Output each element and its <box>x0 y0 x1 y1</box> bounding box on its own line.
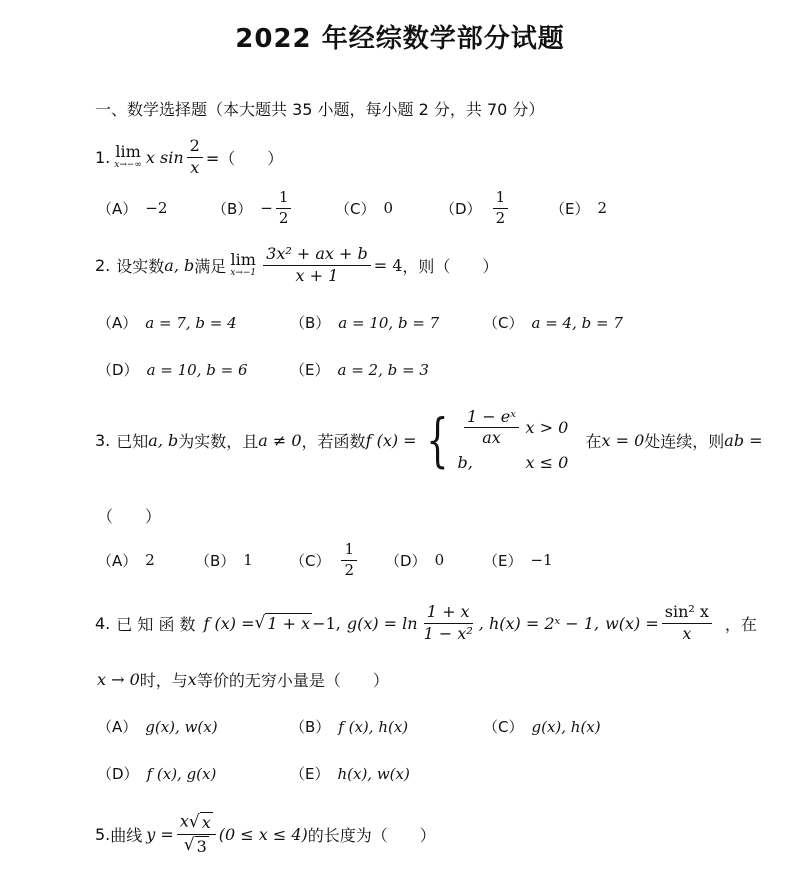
question-number: 4. <box>95 613 111 633</box>
question-number: 3. <box>95 430 111 450</box>
question-number: 5. <box>95 824 111 844</box>
fraction: $\frac{\text{3x² + ax + b}}{x + 1}$ <box>263 245 371 285</box>
section-heading: 一、数学选择题（本大题共 35 小题，每小题 2 分，共 70 分） <box>95 100 545 119</box>
option-e: （E） −1 <box>483 551 553 570</box>
option-d: （D） a = 10, b = 6 <box>97 360 248 379</box>
option-b: （B） a = 10, b = 7 <box>290 313 440 332</box>
fraction: $\frac{1 + x}{\text{1 − x²}}$ <box>423 602 473 643</box>
fraction: x √ x √ 3 <box>177 812 216 855</box>
option-a: （A） −2 <box>97 199 168 218</box>
option-c: （C） 0 <box>335 199 394 218</box>
option-c: （C） $\frac{1}{2}$ <box>290 538 360 582</box>
option-e: （E） h(x), w(x) <box>290 764 410 783</box>
option-b: （B） f (x), h(x) <box>290 717 409 736</box>
option-d: （D） f (x), g(x) <box>97 764 217 783</box>
option-e: （E） a = 2, b = 3 <box>290 360 429 379</box>
option-c: （C） a = 4, b = 7 <box>483 313 623 332</box>
question-number: 1. <box>95 147 111 167</box>
answer-blank: ，则（ ） <box>402 256 499 276</box>
square-root: √ 1 + x <box>254 613 311 634</box>
question-4: 4. 已 知 函 数 f (x) = √ 1 + x −1, g(x) = ln $\frac{1 + x}{\text{1 − x²}}$ , h(x) = 2ˣ − 1, w(x) = $\frac{\text{sin² x}}{x}$ ，在 <box>95 602 757 643</box>
option-b: （B） − $\frac{1}{2}$ <box>212 186 294 230</box>
fraction: $\frac{2}{x}$ <box>187 137 203 177</box>
option-d: （D） 0 <box>385 551 445 570</box>
page-title: 2022 年经综数学部分试题 <box>235 24 565 54</box>
question-2: 2. 设实数 a, b 满足 lim x→−1 $\frac{\text{3x² + ax + b}}{x + 1}$ = 4 ，则（ ） <box>95 244 499 285</box>
question-4-line-2: x → 0 时，与 x 等价的无穷小量是（ ） <box>97 670 389 690</box>
left-brace: { <box>425 406 449 474</box>
option-c: （C） g(x), h(x) <box>483 717 601 736</box>
answer-blank: （ ） <box>97 507 162 526</box>
option-b: （B） 1 <box>195 551 253 570</box>
expression: x sin <box>145 147 184 167</box>
answer-blank: =（ ） <box>205 148 284 168</box>
question-5: 5. 曲线 y = x √ x √ 3 (0 ≤ x ≤ 4) 的长度为（ ） <box>95 811 436 856</box>
option-d: （D） $\frac{1}{2}$ <box>440 186 511 230</box>
question-3: 3. 已知 a, b 为实数，且 a ≠ 0 ，若函数 f (x) = { $\frac{\text{1 − eˣ}}{ax}$ x > 0 b, x ≤ 0 在 x = 0 处连续，则 ab = <box>95 406 763 474</box>
option-e: （E） 2 <box>550 199 608 218</box>
answer-blank: 的长度为（ ） <box>307 825 436 845</box>
fraction: $\frac{\text{sin² x}}{x}$ <box>662 603 712 643</box>
option-a: （A） a = 7, b = 4 <box>97 313 237 332</box>
piecewise-cases: $\frac{\text{1 − eˣ}}{ax}$ x > 0 b, x ≤ 0 <box>457 406 569 473</box>
question-1 <box>95 135 283 179</box>
option-a: （A） 2 <box>97 551 155 570</box>
limit-operator: lim x→−∞ <box>114 141 142 170</box>
question-number: 2. <box>95 255 111 275</box>
option-a: （A） g(x), w(x) <box>97 717 218 736</box>
limit-operator: lim x→−1 <box>230 249 257 278</box>
